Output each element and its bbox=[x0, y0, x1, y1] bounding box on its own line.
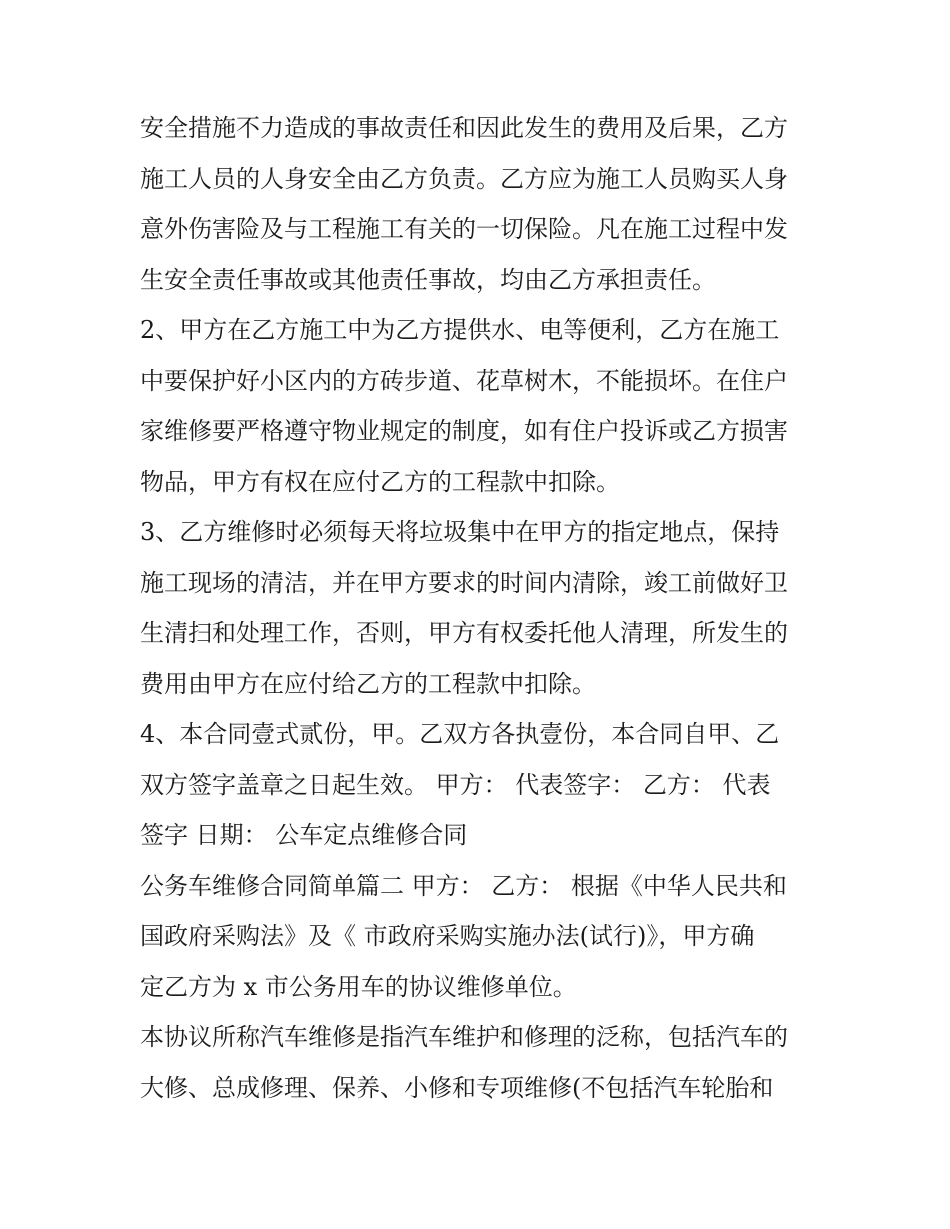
text-line: 定乙方为 x 市公务用车的协议维修单位。 bbox=[140, 972, 577, 1001]
text-line: 生安全责任事故或其他责任事故，均由乙方承担责任。 bbox=[140, 265, 716, 294]
text-line: 4、本合同壹式贰份，甲。乙双方各执壹份，本合同自甲、乙 bbox=[140, 720, 780, 748]
text-line: 物品，甲方有权在应付乙方的工程款中扣除。 bbox=[140, 467, 620, 496]
text-line: 施工现场的清洁，并在甲方要求的时间内清除，竣工前做好卫 bbox=[140, 568, 788, 597]
text-line: 中要保护好小区内的方砖步道、花草树木，不能损坏。在住户 bbox=[140, 366, 788, 395]
text-line: 生清扫和处理工作，否则，甲方有权委托他人清理，所发生的 bbox=[140, 619, 788, 647]
text-line: 公务车维修合同简单篇二 甲方： 乙方： 根据《中华人民共和 bbox=[140, 871, 787, 900]
text-line: 费用由甲方在应付给乙方的工程款中扣除。 bbox=[140, 669, 596, 698]
document-body bbox=[140, 103, 820, 1113]
text-line: 国政府采购法》及《 市政府采购实施办法(试行)》，甲方确 bbox=[140, 922, 755, 950]
text-line: 安全措施不力造成的事故责任和因此发生的费用及后果，乙方 bbox=[140, 114, 788, 142]
text-line: 意外伤害险及与工程施工有关的一切保险。凡在施工过程中发 bbox=[140, 215, 788, 243]
text-line: 3、乙方维修时必须每天将垃圾集中在甲方的指定地点，保持 bbox=[140, 518, 780, 546]
text-line: 家维修要严格遵守物业规定的制度，如有住户投诉或乙方损害 bbox=[140, 417, 788, 445]
text-line: 2、甲方在乙方施工中为乙方提供水、电等便利，乙方在施工 bbox=[140, 316, 780, 344]
text-line: 大修、总成修理、保养、小修和专项维修(不包括汽车轮胎和 bbox=[140, 1073, 774, 1102]
text-line: 双方签字盖章之日起生效。 甲方： 代表签字： 乙方： 代表 bbox=[140, 770, 771, 799]
text-line: 签字 日期： 公车定点维修合同 bbox=[140, 821, 468, 849]
text-line: 施工人员的人身安全由乙方负责。乙方应为施工人员购买人身 bbox=[140, 164, 788, 193]
text-line: 本协议所称汽车维修是指汽车维护和修理的泛称，包括汽车的 bbox=[140, 1023, 788, 1051]
